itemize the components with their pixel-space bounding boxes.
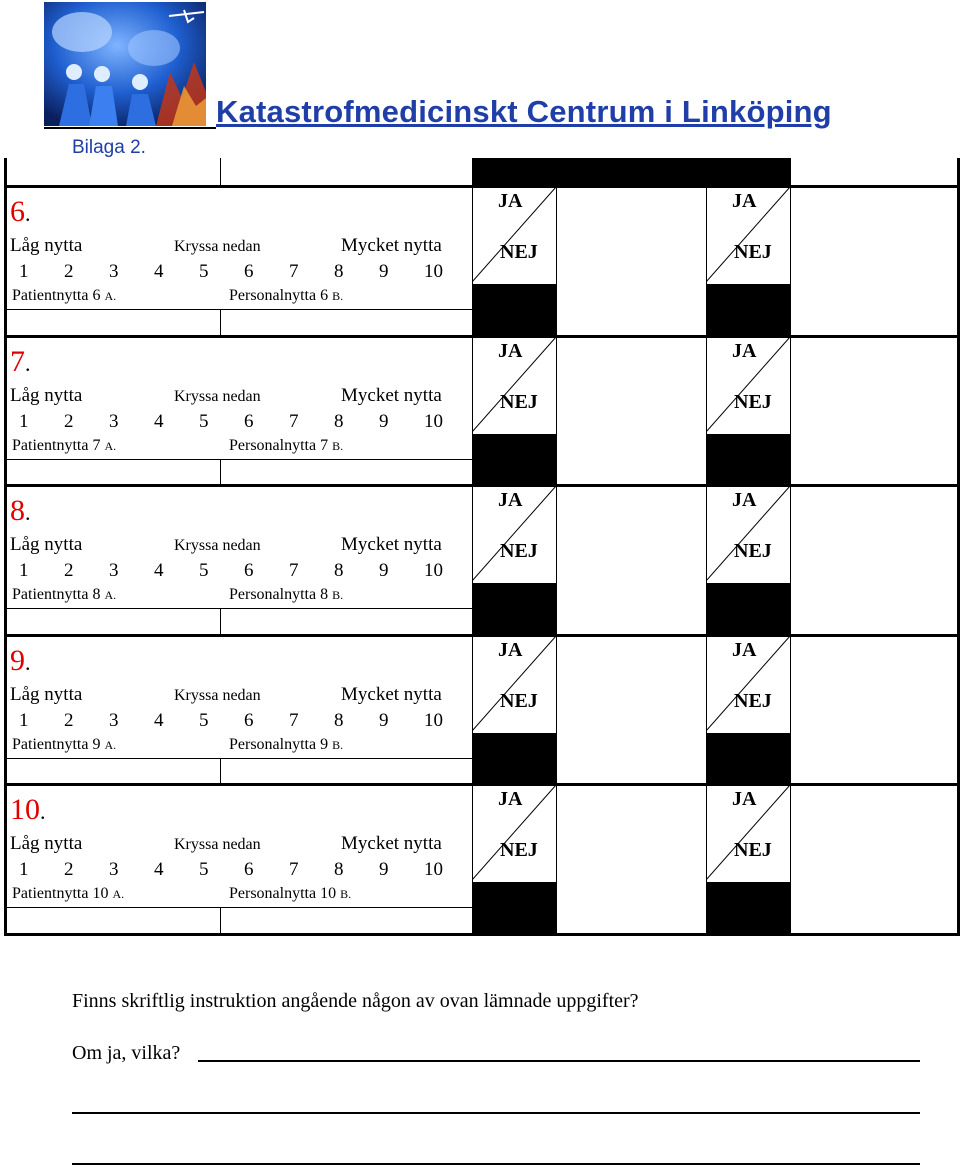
scale-number[interactable]: 6 xyxy=(244,859,254,880)
scale-number[interactable]: 6 xyxy=(244,411,254,432)
ja-option[interactable]: JA xyxy=(498,788,523,810)
personalnytta-label xyxy=(229,587,343,603)
black-cell xyxy=(706,882,791,935)
nej-option[interactable]: NEJ xyxy=(734,690,772,712)
answer-line-3[interactable] xyxy=(72,1163,920,1165)
personalnytta-label xyxy=(229,737,343,753)
instruction-question: Finns skriftlig instruktion angående någon av ovan lämnade uppgifter? xyxy=(72,990,639,1012)
question-number-dot: . xyxy=(40,799,46,824)
scale-number[interactable]: 7 xyxy=(289,859,299,880)
personalnytta-label xyxy=(229,288,343,304)
title-rule xyxy=(44,127,216,129)
nej-option[interactable]: NEJ xyxy=(734,540,772,562)
ja-option[interactable]: JA xyxy=(498,639,523,661)
nej-option[interactable]: NEJ xyxy=(734,391,772,413)
ja-nej-box-b[interactable] xyxy=(706,785,791,880)
personalnytta-label xyxy=(229,886,351,902)
answer-line-2[interactable] xyxy=(72,1112,920,1114)
nej-option[interactable]: NEJ xyxy=(734,241,772,263)
ja-nej-box-a[interactable] xyxy=(472,486,557,581)
scale-numbers xyxy=(19,561,469,580)
ja-option[interactable]: JA xyxy=(498,340,523,362)
patientnytta-label xyxy=(12,886,124,902)
ja-nej-box-a[interactable] xyxy=(472,785,557,880)
scale-low-label: Låg nytta xyxy=(10,534,83,555)
scale-number[interactable]: 1 xyxy=(19,261,29,282)
nej-option[interactable]: NEJ xyxy=(500,241,538,263)
scale-number[interactable]: 10 xyxy=(424,411,443,432)
patientnytta-part: A. xyxy=(104,738,117,752)
question-number xyxy=(10,496,31,526)
scale-number[interactable]: 4 xyxy=(154,560,164,581)
question-number-dot: . xyxy=(25,351,31,376)
scale-kryssa-label: Kryssa nedan xyxy=(174,687,261,704)
patientnytta-part: Patientnytta xyxy=(12,437,89,454)
patientnytta-part: Patientnytta xyxy=(12,287,89,304)
scale-number[interactable]: 9 xyxy=(379,859,389,880)
scale-number[interactable]: 10 xyxy=(424,859,443,880)
patientnytta-part: 9 xyxy=(92,736,101,753)
ja-nej-box-a[interactable] xyxy=(472,337,557,432)
scale-number[interactable]: 2 xyxy=(64,710,74,731)
black-cell xyxy=(706,434,791,486)
personalnytta-part: B. xyxy=(332,289,344,303)
question-number xyxy=(10,795,46,825)
black-cell xyxy=(706,583,791,636)
grid-line xyxy=(220,459,221,486)
black-cell xyxy=(472,583,557,636)
grid-line xyxy=(220,309,221,337)
scale-number[interactable]: 3 xyxy=(109,710,119,731)
grid-line xyxy=(220,758,221,785)
personalnytta-part: 10 xyxy=(320,885,337,902)
patientnytta-label xyxy=(12,288,116,304)
om-ja-label: Om ja, vilka? xyxy=(72,1042,181,1064)
patientnytta-label xyxy=(12,587,116,603)
patientnytta-part: Patientnytta xyxy=(12,586,89,603)
ja-nej-box-b[interactable] xyxy=(706,486,791,581)
scale-number[interactable]: 4 xyxy=(154,710,164,731)
scale-kryssa-label: Kryssa nedan xyxy=(174,388,261,405)
patientnytta-label xyxy=(12,438,116,454)
question-number-dot: . xyxy=(25,500,31,525)
header-black-cell xyxy=(706,158,791,186)
ja-nej-box-a[interactable] xyxy=(472,187,557,282)
scale-number[interactable]: 2 xyxy=(64,560,74,581)
scale-numbers xyxy=(19,711,469,730)
question-number-value: 7 xyxy=(10,345,25,378)
ja-nej-box-b[interactable] xyxy=(706,636,791,731)
scale-number[interactable]: 9 xyxy=(379,710,389,731)
personalnytta-part: Personalnytta xyxy=(229,736,317,753)
scale-number[interactable]: 6 xyxy=(244,560,254,581)
subrow-line xyxy=(4,608,472,609)
scale-number[interactable]: 1 xyxy=(19,560,29,581)
ja-option[interactable]: JA xyxy=(732,788,757,810)
ja-nej-box-b[interactable] xyxy=(706,337,791,432)
personalnytta-part: 6 xyxy=(320,287,329,304)
scale-number[interactable]: 4 xyxy=(154,261,164,282)
scale-number[interactable]: 1 xyxy=(19,710,29,731)
nej-option[interactable]: NEJ xyxy=(734,839,772,861)
scale-number[interactable]: 7 xyxy=(289,261,299,282)
scale-number[interactable]: 3 xyxy=(109,859,119,880)
personalnytta-part: Personalnytta xyxy=(229,437,317,454)
scale-number[interactable]: 10 xyxy=(424,261,443,282)
personalnytta-part: Personalnytta xyxy=(229,287,317,304)
question-number-dot: . xyxy=(25,201,31,226)
scale-number[interactable]: 10 xyxy=(424,560,443,581)
patientnytta-label xyxy=(12,737,116,753)
personalnytta-part: 7 xyxy=(320,437,329,454)
black-cell xyxy=(706,284,791,337)
scale-numbers xyxy=(19,262,469,281)
scale-number[interactable]: 1 xyxy=(19,859,29,880)
grid-line xyxy=(790,158,791,186)
ja-nej-box-a[interactable] xyxy=(472,636,557,731)
scale-low-label: Låg nytta xyxy=(10,684,83,705)
personalnytta-part: 8 xyxy=(320,586,329,603)
scale-kryssa-label: Kryssa nedan xyxy=(174,537,261,554)
question-number xyxy=(10,347,31,377)
header-black-cell xyxy=(472,158,557,186)
grid-line xyxy=(220,158,221,186)
answer-line-1[interactable] xyxy=(198,1060,920,1062)
scale-number[interactable]: 5 xyxy=(199,411,209,432)
black-cell xyxy=(472,882,557,935)
scale-kryssa-label: Kryssa nedan xyxy=(174,238,261,255)
patientnytta-part: Patientnytta xyxy=(12,885,89,902)
nej-option[interactable]: NEJ xyxy=(500,690,538,712)
patientnytta-part: 7 xyxy=(92,437,101,454)
scale-number[interactable]: 8 xyxy=(334,859,344,880)
question-number-value: 10 xyxy=(10,793,40,826)
patientnytta-part: Patientnytta xyxy=(12,736,89,753)
scale-number[interactable]: 7 xyxy=(289,411,299,432)
scale-high-label: Mycket nytta xyxy=(341,534,442,555)
scale-number[interactable]: 9 xyxy=(379,560,389,581)
nej-option[interactable]: NEJ xyxy=(500,839,538,861)
scale-number[interactable]: 6 xyxy=(244,710,254,731)
scale-number[interactable]: 5 xyxy=(199,859,209,880)
personalnytta-part: B. xyxy=(332,588,344,602)
scale-number[interactable]: 5 xyxy=(199,261,209,282)
subrow-line xyxy=(4,459,472,460)
scale-number[interactable]: 10 xyxy=(424,710,443,731)
scale-high-label: Mycket nytta xyxy=(341,235,442,256)
patientnytta-part: A. xyxy=(104,439,117,453)
patientnytta-part: 6 xyxy=(92,287,101,304)
ja-option[interactable]: JA xyxy=(732,489,757,511)
subrow-line xyxy=(4,309,472,310)
scale-number[interactable]: 5 xyxy=(199,710,209,731)
subrow-line xyxy=(4,907,472,908)
patientnytta-part: 10 xyxy=(92,885,109,902)
question-number xyxy=(10,197,31,227)
scale-number[interactable]: 6 xyxy=(244,261,254,282)
ja-option[interactable]: JA xyxy=(732,639,757,661)
scale-numbers xyxy=(19,860,469,879)
scale-high-label: Mycket nytta xyxy=(341,684,442,705)
scale-low-label: Låg nytta xyxy=(10,833,83,854)
question-number-value: 6 xyxy=(10,195,25,228)
question-number-value: 8 xyxy=(10,494,25,527)
scale-number[interactable]: 2 xyxy=(64,261,74,282)
ja-option[interactable]: JA xyxy=(498,190,523,212)
kmc-logo xyxy=(44,2,206,126)
scale-high-label: Mycket nytta xyxy=(341,833,442,854)
scale-low-label: Låg nytta xyxy=(10,385,83,406)
patientnytta-part: 8 xyxy=(92,586,101,603)
scale-number[interactable]: 3 xyxy=(109,411,119,432)
personalnytta-part: B. xyxy=(340,887,352,901)
black-cell xyxy=(472,284,557,337)
personalnytta-label xyxy=(229,438,343,454)
ja-option[interactable]: JA xyxy=(732,340,757,362)
org-title: Katastrofmedicinskt Centrum i Linköping xyxy=(216,94,832,129)
personalnytta-part: B. xyxy=(332,738,344,752)
subrow-line xyxy=(4,758,472,759)
scale-number[interactable]: 9 xyxy=(379,261,389,282)
ja-nej-box-b[interactable] xyxy=(706,187,791,282)
ja-option[interactable]: JA xyxy=(498,489,523,511)
scale-number[interactable]: 5 xyxy=(199,560,209,581)
scale-number[interactable]: 7 xyxy=(289,710,299,731)
scale-kryssa-label: Kryssa nedan xyxy=(174,836,261,853)
scale-number[interactable]: 3 xyxy=(109,261,119,282)
header-black-cell xyxy=(556,158,706,186)
scale-number[interactable]: 8 xyxy=(334,560,344,581)
patientnytta-part: A. xyxy=(104,588,117,602)
scale-low-label: Låg nytta xyxy=(10,235,83,256)
personalnytta-part: Personalnytta xyxy=(229,586,317,603)
personalnytta-part: Personalnytta xyxy=(229,885,317,902)
personalnytta-part: 9 xyxy=(320,736,329,753)
patientnytta-part: A. xyxy=(104,289,117,303)
question-number-dot: . xyxy=(25,650,31,675)
personalnytta-part: B. xyxy=(332,439,344,453)
black-cell xyxy=(706,733,791,785)
nej-option[interactable]: NEJ xyxy=(500,540,538,562)
scale-number[interactable]: 1 xyxy=(19,411,29,432)
black-cell xyxy=(472,434,557,486)
scale-high-label: Mycket nytta xyxy=(341,385,442,406)
grid-line xyxy=(220,608,221,636)
scale-number[interactable]: 7 xyxy=(289,560,299,581)
patientnytta-part: A. xyxy=(112,887,125,901)
black-cell xyxy=(472,733,557,785)
scale-number[interactable]: 8 xyxy=(334,411,344,432)
scale-number[interactable]: 2 xyxy=(64,411,74,432)
nej-option[interactable]: NEJ xyxy=(500,391,538,413)
question-number-value: 9 xyxy=(10,644,25,677)
scale-number[interactable]: 2 xyxy=(64,859,74,880)
scale-number[interactable]: 8 xyxy=(334,261,344,282)
scale-number[interactable]: 3 xyxy=(109,560,119,581)
scale-number[interactable]: 4 xyxy=(154,411,164,432)
question-number xyxy=(10,646,31,676)
scale-number[interactable]: 9 xyxy=(379,411,389,432)
grid-line xyxy=(220,907,221,935)
ja-option[interactable]: JA xyxy=(732,190,757,212)
scale-number[interactable]: 8 xyxy=(334,710,344,731)
scale-number[interactable]: 4 xyxy=(154,859,164,880)
bilaga-label: Bilaga 2. xyxy=(72,137,146,158)
scale-numbers xyxy=(19,412,469,431)
